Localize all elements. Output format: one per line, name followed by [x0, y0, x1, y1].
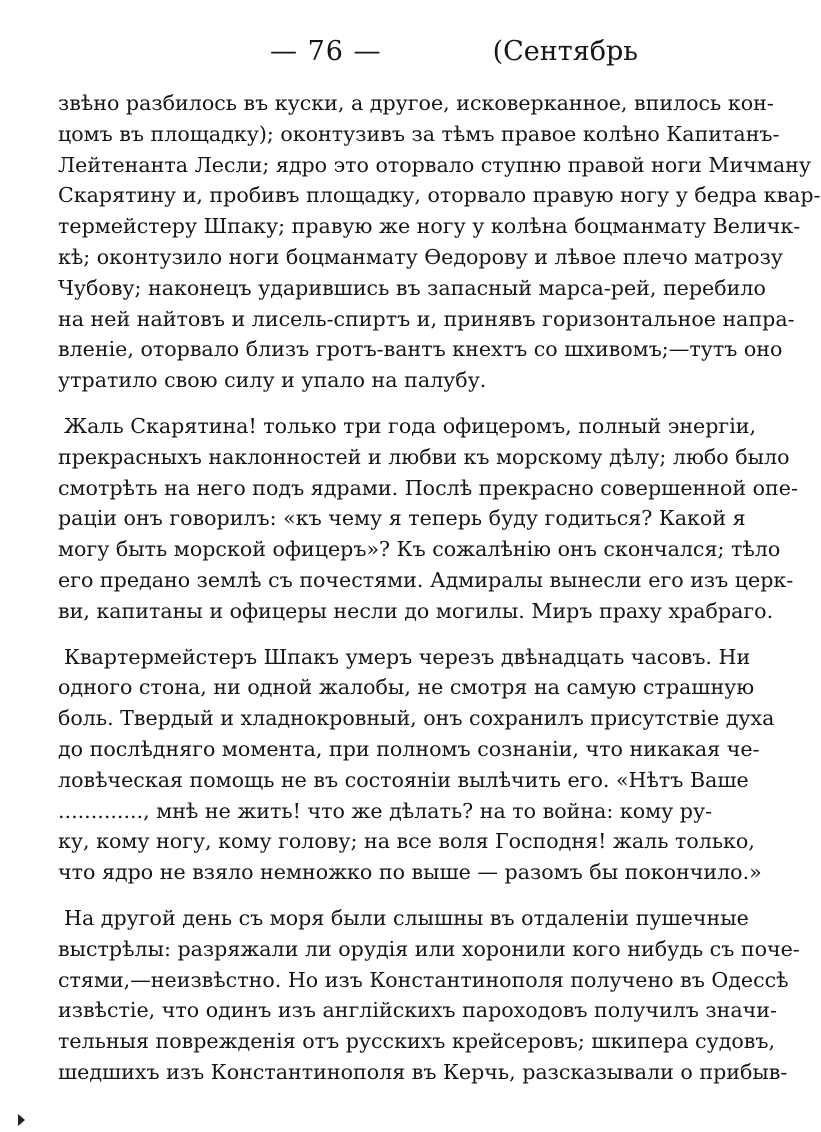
- page-header: [0, 36, 700, 76]
- running-head: (Сентябрь: [492, 36, 638, 67]
- text-line: звѣно разбилось въ куски, а другое, исковерканное, впилось кон-: [58, 91, 774, 115]
- text-line: стями,—неизвѣстно. Но изъ Константинополя получено въ Одессѣ: [58, 967, 789, 992]
- text-line: могу быть морской офицеръ»? Къ сожалѣнію онъ скончался; тѣло: [58, 537, 781, 562]
- text-line: ви, капитаны и офицеры несли до могилы. Миръ праху храбраго.: [58, 598, 774, 623]
- text-line: боль. Твердый и хладнокровный, онъ сохранилъ присутствіе духа: [58, 706, 775, 731]
- paragraph: [58, 903, 800, 1088]
- text-line: одного стона, ни одной жалобы, не смотря на самую страшную: [58, 675, 755, 700]
- text-line: На другой день съ моря были слышны въ отдаленіи пушечные: [64, 905, 749, 930]
- text-line: Жаль Скарятина! только три года офицеромъ, полный энергіи,: [64, 413, 757, 438]
- body-text: [58, 88, 821, 1103]
- text-line: ку, кому ногу, кому голову; на все воля Господня! жаль только,: [58, 829, 755, 854]
- text-line: ............., мнѣ не жить! что же дѣлать? на то война: кому ру-: [58, 798, 713, 823]
- text-line: прекрасныхъ наклонностей и любви къ морскому дѣлу; любо было: [58, 444, 790, 469]
- text-line: Лейтенанта Лесли; ядро это оторвало ступню правой ноги Мичману: [58, 152, 811, 177]
- text-line: раціи онъ говорилъ: «къ чему я теперь буду годиться? Какой я: [58, 506, 746, 531]
- text-line: выстрѣлы: разряжали ли орудія или хоронили кого нибудь съ поче-: [58, 936, 800, 961]
- text-line: утратило свою силу и упало на палубу.: [58, 368, 487, 393]
- text-line: Квартермейстеръ Шпакъ умеръ черезъ двѣнадцать часовъ. Ни: [64, 644, 751, 669]
- text-line: извѣстіе, что одинъ изъ англійскихъ пароходовъ получилъ значи-: [58, 998, 777, 1023]
- text-line: до послѣдняго момента, при полномъ сознаніи, что никакая че-: [58, 736, 760, 761]
- paragraph: [58, 88, 821, 396]
- text-line: кѣ; оконтузило ноги боцманмату Ѳедорову и лѣвое плечо матрозу: [58, 244, 783, 269]
- paragraph: [58, 411, 798, 627]
- page-number: — 76 —: [270, 36, 382, 67]
- text-line: Скарятину и, пробивъ площадку, оторвало правую ногу у бедра квар-: [58, 183, 821, 208]
- text-line: что ядро не взяло немножко по выше — разомъ бы покончило.»: [58, 860, 762, 885]
- text-line: тельныя поврежденія отъ русскихъ крейсеровъ; шкипера судовъ,: [58, 1029, 776, 1054]
- text-line: цомъ въ площадку); оконтузивъ за тѣмъ правое колѣно Капитанъ-: [58, 121, 780, 146]
- text-line: на ней найтовъ и лисель-спиртъ и, принявъ горизонтальное напра-: [58, 306, 795, 331]
- text-line: смотрѣть на него подъ ядрами. Послѣ прекрасно совершенной опе-: [58, 475, 798, 500]
- paragraph: [58, 642, 775, 888]
- text-line: его предано землѣ съ почестями. Адмиралы вынесли его изъ церк-: [58, 567, 794, 592]
- text-line: термейстеру Шпаку; правую же ногу у колѣна боцманмату Величк-: [58, 214, 801, 239]
- text-line: вленіе, оторвало близъ гротъ-вантъ кнехтъ со шхивомъ;—тутъ оно: [58, 337, 783, 362]
- text-line: ловѣческая помощь не въ состояніи вылѣчить его. «Нѣтъ Ваше: [58, 767, 749, 792]
- corner-triangle-icon: [18, 1114, 25, 1126]
- text-line: шедшихъ изъ Константинополя въ Керчь, разсказывали о прибыв-: [58, 1059, 788, 1084]
- text-line: Чубову; наконецъ ударившись въ запасный марса-рей, перебило: [58, 275, 766, 300]
